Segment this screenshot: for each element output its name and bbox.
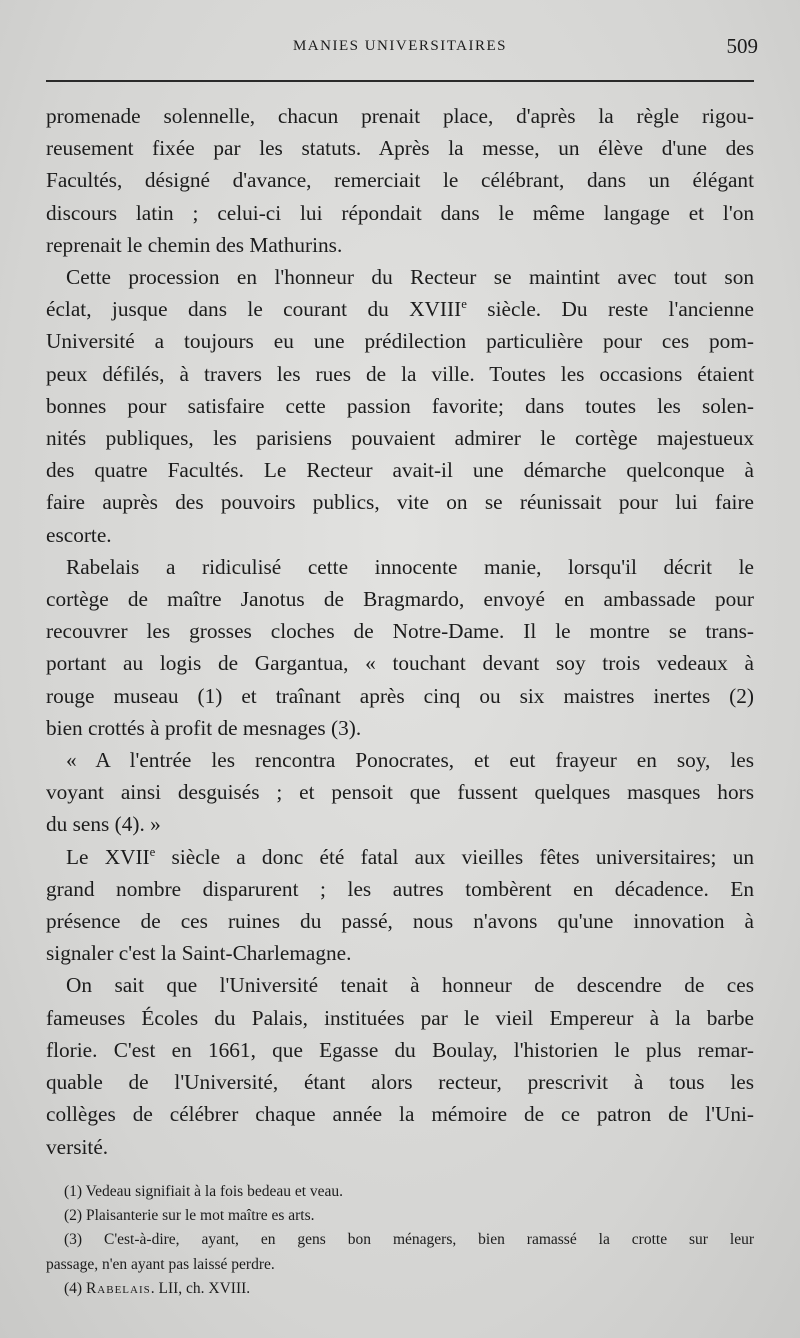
- text-line: grand nombre disparurent ; les autres tombèrent en décadence. En: [46, 876, 754, 901]
- text-line: faire auprès des pouvoirs publics, vite on se réunissait pour lui faire: [46, 490, 754, 515]
- paragraph: [46, 261, 754, 551]
- text-line: florie. C'est en 1661, que Egasse du Boulay, l'historien le plus remar-: [46, 1037, 754, 1062]
- text-line: Rabelais a ridiculisé cette innocente manie, lorsqu'il décrit le: [66, 554, 754, 579]
- text-line: collèges de célébrer chaque année la mémoire de ce patron de l'Uni-: [46, 1102, 754, 1127]
- text-line: cortège de maître Janotus de Bragmardo, envoyé en ambassade pour: [46, 587, 754, 612]
- paragraph: [46, 969, 754, 1162]
- text-line: Cette procession en l'honneur du Recteur se maintint avec tout son: [66, 265, 754, 290]
- text-line: voyant ainsi desguisés ; et pensoit que fussent quelques masques hors: [46, 780, 754, 805]
- running-title: MANIES UNIVERSITAIRES: [292, 38, 508, 54]
- text-line: rouge museau (1) et traînant après cinq ou six maistres inertes (2): [46, 683, 754, 708]
- text-line: On sait que l'Université tenait à honneur de descendre de ces: [66, 973, 754, 998]
- text-line: discours latin ; celui-ci lui répondait dans le même langage et l'on: [46, 200, 754, 225]
- text-line: recouvrer les grosses cloches de Notre-Dame. Il le montre se trans-: [46, 619, 754, 644]
- footnote: (2) Plaisanterie sur le mot maître es arts.: [64, 1207, 315, 1225]
- text-line: « A l'entrée les rencontra Ponocrates, et eut frayeur en soy, les: [66, 748, 754, 773]
- text-line: peux défilés, à travers les rues de la ville. Toutes les occasions étaient: [46, 361, 754, 386]
- header-rule: [46, 80, 754, 82]
- paragraph: [46, 744, 754, 841]
- text-line: bonnes pour satisfaire cette passion favorite; dans toutes les solen-: [46, 393, 754, 418]
- text-line: éclat, jusque dans le courant du XVIIIe siècle. Du reste l'ancienne: [46, 297, 754, 322]
- paragraph: [46, 551, 754, 744]
- paragraph: [46, 100, 754, 261]
- footnotes: [46, 1180, 754, 1301]
- text-line: reprenait le chemin des Mathurins.: [46, 232, 343, 257]
- text-line: bien crottés à profit de mesnages (3).: [46, 715, 362, 740]
- text-line: nités publiques, les parisiens pouvaient admirer le cortège majestueux: [46, 426, 754, 451]
- footnote: (3) C'est-à-dire, ayant, en gens bon ménagers, bien ramassé la crotte sur leur: [64, 1231, 754, 1249]
- text-line: versité.: [46, 1134, 109, 1159]
- footnote-continuation: passage, n'en ayant pas laissé perdre.: [46, 1255, 275, 1273]
- text-line: signaler c'est la Saint-Charlemagne.: [46, 941, 352, 966]
- text-line: reusement fixée par les statuts. Après la messe, un élève d'une des: [46, 136, 754, 161]
- text-line: promenade solennelle, chacun prenait place, d'après la règle rigou-: [46, 104, 754, 128]
- footnote: (1) Vedeau signifiait à la fois bedeau et veau.: [64, 1183, 344, 1200]
- page-number: 509: [726, 34, 758, 58]
- page-header: [46, 32, 758, 66]
- text-line: des quatre Facultés. Le Recteur avait-il une démarche quelconque à: [46, 458, 754, 483]
- text-line: escorte.: [46, 522, 112, 547]
- paragraph: [46, 841, 754, 970]
- text-line: du sens (4). »: [46, 812, 161, 837]
- text-line: présence de ces ruines du passé, nous n'avons qu'une innovation à: [46, 909, 754, 934]
- text-line: Université a toujours eu une prédilection particulière pour ces pom-: [46, 329, 754, 354]
- text-line: Facultés, désigné d'avance, remerciait le célébrant, dans un élégant: [46, 168, 754, 193]
- footnote: (4) Rabelais. LII, ch. XVIII.: [64, 1279, 251, 1297]
- text-line: Le XVIIe siècle a donc été fatal aux vieilles fêtes universitaires; un: [66, 844, 754, 869]
- text-line: fameuses Écoles du Palais, instituées par le vieil Empereur à la barbe: [46, 1005, 754, 1030]
- text-line: quable de l'Université, étant alors recteur, prescrivit à tous les: [46, 1070, 754, 1095]
- text-line: portant au logis de Gargantua, « touchant devant soy trois vedeaux à: [46, 651, 754, 676]
- body-text: [46, 100, 754, 1163]
